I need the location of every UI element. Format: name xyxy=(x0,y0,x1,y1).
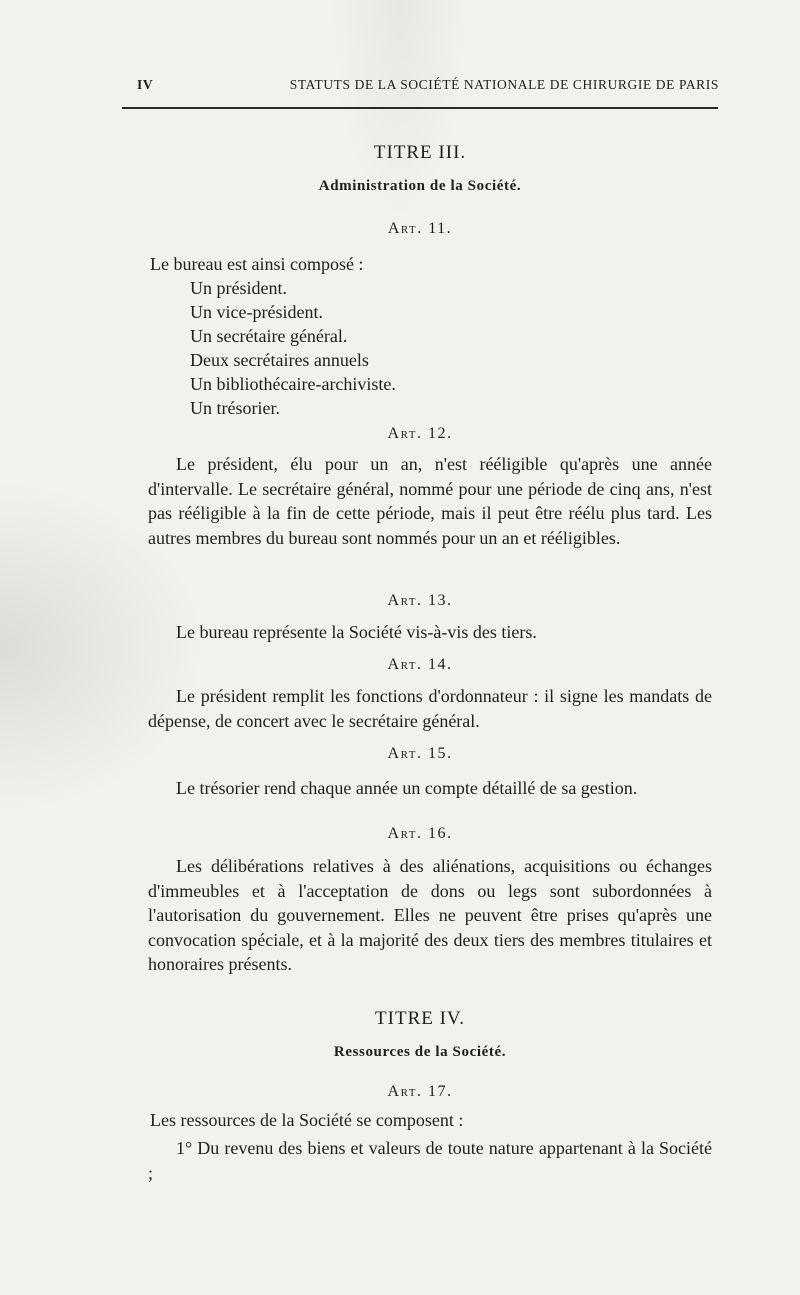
art-13-text: Le bureau représente la Société vis-à-vis des tiers. xyxy=(176,622,537,642)
titre-3-subtitle: Administration de la Société. xyxy=(318,178,522,194)
art-15-text: Le trésorier rend chaque année un compte détaillé de sa gestion. xyxy=(176,778,638,798)
art-14-text: Le président remplit les fonctions d'ordonnateur : il signe les mandats de dépense, de concert avec le secrétaire général. xyxy=(148,686,712,731)
art-17-item-1: 1° Du revenu des biens et valeurs de toute nature appartenant à la Société ; xyxy=(148,1138,712,1183)
art-11-intro: Le bureau est ainsi composé : xyxy=(150,254,364,274)
titre-4-heading: TITRE IV. xyxy=(375,1008,465,1029)
art-12-heading: Art. 12. xyxy=(387,425,453,442)
art-15-heading: Art. 15. xyxy=(387,745,453,762)
art-11-heading: Art. 11. xyxy=(387,220,453,237)
running-head xyxy=(137,77,719,93)
titre-3-heading: TITRE III. xyxy=(373,142,467,163)
art-11-item: Un président. xyxy=(190,278,287,298)
art-12-text: Le président, élu pour un an, n'est rééligible qu'après une année d'intervalle. Le secrétaire général, nommé pour une période de cinq ans, n'est pas rééligible à la fin de cette période, mais il peut être réélu plus tard. Les autres membres du bureau sont nommés pour un an et rééligibles. xyxy=(148,454,712,548)
header-rule xyxy=(122,107,718,109)
page-number: IV xyxy=(137,77,154,92)
art-13-heading: Art. 13. xyxy=(387,592,453,609)
art-11-item: Deux secrétaires annuels xyxy=(190,350,369,370)
art-11-item: Un bibliothécaire-archiviste. xyxy=(190,374,396,394)
art-14-heading: Art. 14. xyxy=(387,656,453,673)
art-11-item: Un vice-président. xyxy=(190,302,323,322)
titre-4-subtitle: Ressources de la Société. xyxy=(333,1044,507,1060)
art-11-item: Un secrétaire général. xyxy=(190,326,348,346)
art-17-heading: Art. 17. xyxy=(387,1083,453,1100)
art-16-text: Les délibérations relatives à des aliénations, acquisitions ou échanges d'immeubles et à l'acceptation de dons ou legs sont subordonnées à l'autorisation du gouvernement. Elles ne peuvent être prises qu'après une convocation spéciale, et à la majorité des deux tiers des membres titulaires et honoraires présents. xyxy=(148,856,712,974)
art-16-heading: Art. 16. xyxy=(387,825,453,842)
art-17-intro: Les ressources de la Société se composent : xyxy=(150,1110,464,1130)
running-title: STATUTS DE LA SOCIÉTÉ NATIONALE DE CHIRURGIE DE PARIS xyxy=(289,77,719,92)
art-11-item: Un trésorier. xyxy=(190,398,280,418)
